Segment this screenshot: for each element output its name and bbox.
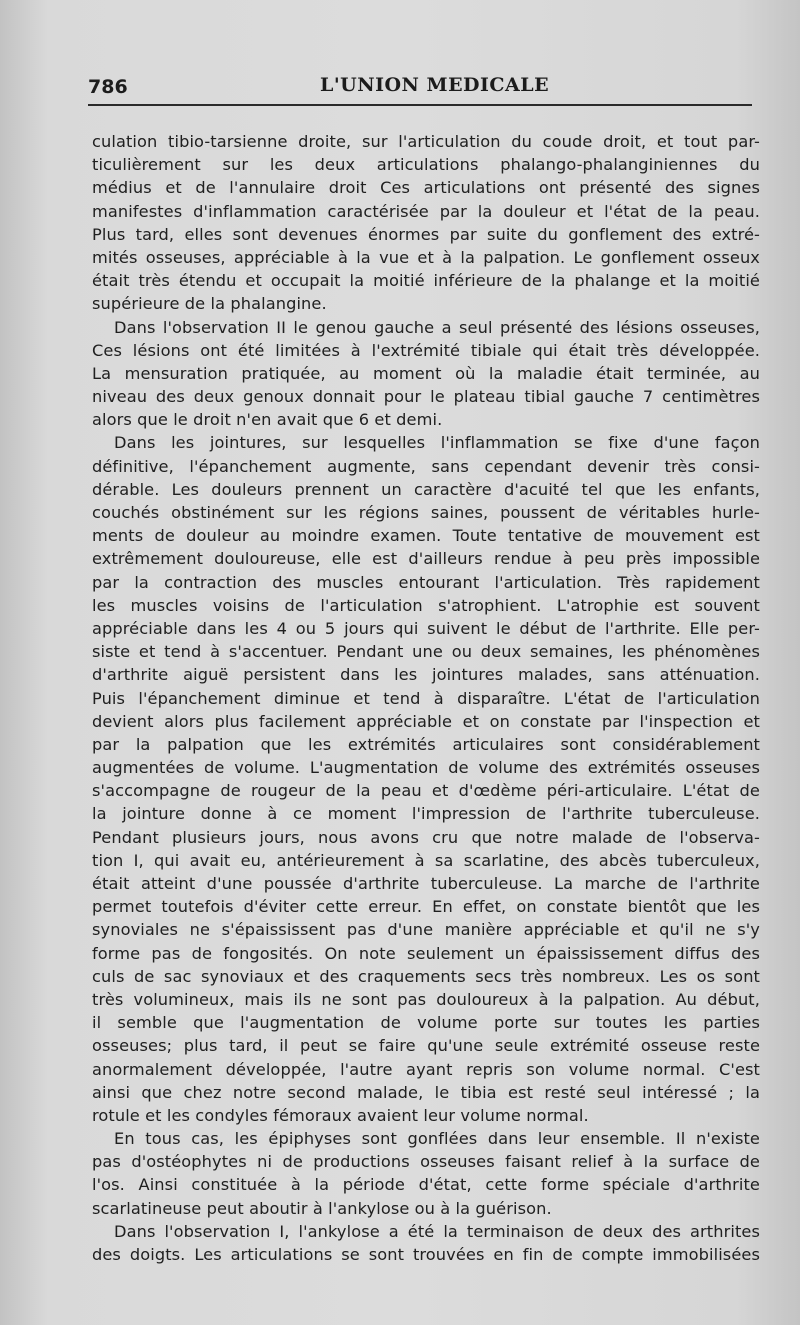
text-line: ticulièrement sur les deux articulations phalango-phalanginiennes du bbox=[92, 155, 760, 175]
text-line: par la palpation que les extrémités articulaires sont considérablement bbox=[92, 734, 760, 754]
text-line: osseuses; plus tard, il peut se faire qu'une seule extrémité osseuse reste bbox=[92, 1036, 760, 1056]
text-line: la jointure donne à ce moment l'impression de l'arthrite tuberculeuse. bbox=[92, 804, 760, 824]
text-line: Dans l'observation II le genou gauche a seul présenté des lésions osseuses, bbox=[114, 317, 760, 337]
page-number: 786 bbox=[88, 76, 128, 98]
text-line: En tous cas, les épiphyses sont gonflées dans leur ensemble. Il n'existe bbox=[114, 1129, 760, 1149]
text-line: d'arthrite aiguë persistent dans les jointures malades, sans atténuation. bbox=[92, 665, 760, 685]
text-line: rotule et les condyles fémoraux avaient leur volume normal. bbox=[92, 1105, 589, 1125]
text-line: s'accompagne de rougeur de la peau et d'œdème péri-articulaire. L'état de bbox=[92, 781, 760, 801]
text-line: très volumineux, mais ils ne sont pas douloureux à la palpation. Au début, bbox=[92, 989, 760, 1009]
text-line: scarlatineuse peut aboutir à l'ankylose ou à la guérison. bbox=[92, 1198, 552, 1218]
text-line: il semble que l'augmentation de volume porte sur toutes les parties bbox=[92, 1013, 760, 1033]
text-line: dérable. Les douleurs prennent un caractère d'acuité tel que les enfants, bbox=[92, 479, 760, 499]
text-line: Puis l'épanchement diminue et tend à disparaître. L'état de l'articulation bbox=[92, 688, 760, 708]
text-line: culation tibio-tarsienne droite, sur l'articulation du coude droit, et tout par- bbox=[92, 132, 760, 151]
text-line: appréciable dans les 4 ou 5 jours qui suivent le début de l'arthrite. Elle per- bbox=[92, 618, 760, 638]
header-rule bbox=[88, 104, 752, 106]
text-line: Dans les jointures, sur lesquelles l'inflammation se fixe d'une façon bbox=[114, 433, 760, 453]
text-line: ments de douleur au moindre examen. Toute tentative de mouvement est bbox=[92, 526, 760, 546]
text-line: l'os. Ainsi constituée à la période d'état, cette forme spéciale d'arthrite bbox=[92, 1175, 760, 1195]
body-text bbox=[92, 130, 760, 1266]
text-line: alors que le droit n'en avait que 6 et demi. bbox=[92, 410, 443, 430]
text-line: synoviales ne s'épaississent pas d'une manière appréciable et qu'il ne s'y bbox=[92, 920, 760, 940]
text-line: devient alors plus facilement appréciable et on constate par l'inspection et bbox=[92, 711, 760, 731]
text-line: couchés obstinément sur les régions saines, poussent de véritables hurle- bbox=[92, 503, 760, 522]
text-line: ainsi que chez notre second malade, le tibia est resté seul intéressé ; la bbox=[92, 1082, 760, 1102]
page-header bbox=[88, 70, 752, 110]
text-line: Pendant plusieurs jours, nous avons cru que notre malade de l'observa- bbox=[92, 827, 760, 847]
text-line: était atteint d'une poussée d'arthrite tuberculeuse. La marche de l'arthrite bbox=[92, 874, 760, 893]
text-line: par la contraction des muscles entourant l'articulation. Très rapidement bbox=[92, 572, 760, 592]
text-line: niveau des deux genoux donnait pour le plateau tibial gauche 7 centimètres bbox=[92, 387, 760, 407]
text-line: pas d'ostéophytes ni de productions osseuses faisant relief à la surface de bbox=[92, 1152, 760, 1172]
text-line: augmentées de volume. L'augmentation de volume des extrémités osseuses bbox=[92, 758, 760, 778]
text-line: permet toutefois d'éviter cette erreur. En effet, on constate bientôt que les bbox=[92, 897, 760, 917]
text-line: extrêmement douloureuse, elle est d'ailleurs rendue à peu près impossible bbox=[92, 549, 760, 569]
text-line: supérieure de la phalangine. bbox=[92, 294, 327, 314]
text-line: médius et de l'annulaire droit Ces articulations ont présenté des signes bbox=[92, 178, 760, 198]
text-line: mités osseuses, appréciable à la vue et à la palpation. Le gonflement osseux bbox=[92, 247, 760, 267]
text-line: forme pas de fongosités. On note seulement un épaississement diffus des bbox=[92, 943, 760, 963]
running-title: L'UNION MEDICALE bbox=[320, 74, 550, 96]
text-line: Plus tard, elles sont devenues énormes par suite du gonflement des extré- bbox=[92, 224, 760, 244]
text-line: définitive, l'épanchement augmente, sans cependant devenir très consi- bbox=[92, 456, 760, 476]
text-line: les muscles voisins de l'articulation s'atrophient. L'atrophie est souvent bbox=[92, 595, 760, 615]
text-line: Ces lésions ont été limitées à l'extrémité tibiale qui était très développée. bbox=[92, 340, 760, 360]
text-line: était très étendu et occupait la moitié inférieure de la phalange et la moitié bbox=[92, 271, 760, 291]
text-line: anormalement développée, l'autre ayant repris son volume normal. C'est bbox=[92, 1059, 760, 1079]
text-line: Dans l'observation I, l'ankylose a été la terminaison de deux des arthrites bbox=[114, 1221, 760, 1241]
text-line: siste et tend à s'accentuer. Pendant une ou deux semaines, les phénomènes bbox=[92, 642, 760, 662]
text-line: des doigts. Les articulations se sont trouvées en fin de compte immobilisées bbox=[92, 1245, 760, 1264]
text-line: culs de sac synoviaux et des craquements secs très nombreux. Les os sont bbox=[92, 966, 760, 986]
text-line: tion I, qui avait eu, antérieurement à sa scarlatine, des abcès tuberculeux, bbox=[92, 850, 760, 870]
text-line: La mensuration pratiquée, au moment où la maladie était terminée, au bbox=[92, 363, 760, 383]
text-line: manifestes d'inflammation caractérisée par la douleur et l'état de la peau. bbox=[92, 201, 760, 221]
